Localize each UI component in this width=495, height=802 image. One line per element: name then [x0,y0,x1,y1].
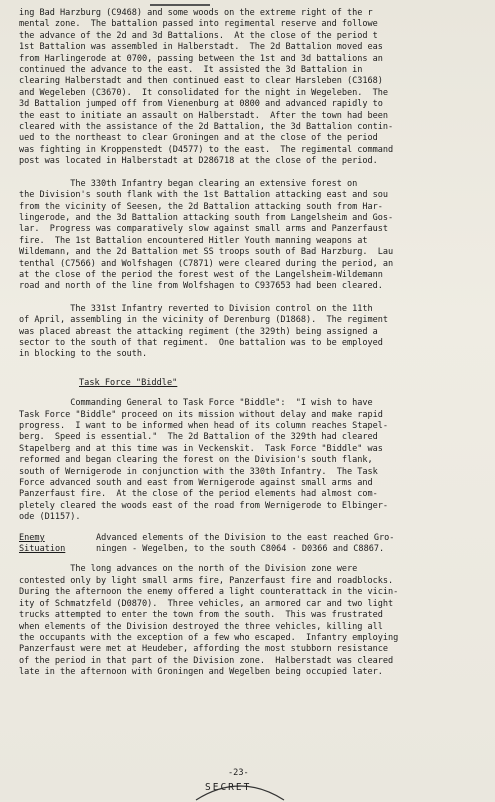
text-line: and Wegeleben (C3670). It consolidated for the night in Wegeleben. The [19,87,389,98]
page-number: -23- [228,768,249,778]
text-line: cleared with the assistance of the 2d Battalion, the 3d Battalion contin- [19,122,394,133]
text-line: 1st Battalion was assembled in Halberstadt. The 2d Battalion moved eas [19,42,383,53]
text-line: The 331st Infantry reverted to Division control on the 11th [19,303,373,314]
enemy-line-2: ningen - Wegelben, to the south C8064 - D0366 and C8867. [96,544,385,555]
text-line: was placed abreast the attacking regiment (the 329th) being assigned a [19,326,378,337]
paragraph-3 [19,304,483,361]
text-line: mental zone. The battalion passed into regimental reserve and followe [19,19,378,30]
text-line: of April, assembling in the vicinity of Derenburg (D1868). The regiment [19,315,389,326]
text-line: from Harlingerode at 0700, passing between the 1st and 3d battalions an [19,53,383,64]
paragraph-2 [19,179,483,293]
text-line: Wildemann, and the 2d Battalion met SS troops south of Bad Harzburg. Lau [19,247,394,258]
text-line: at the close of the period the forest west of the Langelsheim-Wildemann [19,269,383,280]
task-force-heading: Task Force "Biddle" [79,377,178,388]
text-line: sector to the south of that regiment. One battalion was to be employed [19,337,383,348]
text-line: clearing Halberstadt and then continued east to clear Harsleben (C3168) [19,76,383,87]
text-line: Panzerfaust fire. At the close of the period elements had almost com- [19,489,378,500]
text-line: Stapelberg and at this time was in Veckenskit. Task Force "Biddle" was [19,443,383,454]
text-line: the advance of the 2d and 3d Battalions. At the close of the period t [19,30,378,41]
text-line: pletely cleared the woods east of the road from Wernigerode to Elbinger- [19,500,389,511]
paragraph-5 [19,564,483,678]
text-line: 3d Battalion jumped off from Vienenburg at 0800 and advanced rapidly to [19,99,383,110]
text-line: the east to initiate an assault on Halberstadt. After the town had been [19,110,389,121]
text-line: was fighting in Kroppenstedt (D4577) to the east. The regimental command [19,144,394,155]
text-line: trucks attempted to enter the town from the south. This was frustrated [19,610,383,621]
text-line: Force advanced south and east from Wernigerode against small arms and [19,478,373,489]
enemy-situation-label [19,533,96,556]
text-line: continued the advance to the east. It assisted the 3d Battalion in [19,65,363,76]
text-line: lingerode, and the 3d Battalion attacking south from Langelsheim and Gos- [19,212,394,223]
text-line: road and north of the line from Wolfshagen to C937653 had been cleared. [19,281,383,292]
situation-label: Situation [19,544,66,555]
text-line: when elements of the Division destroyed the three vehicles, killing all [19,621,383,632]
text-line: lar. Progress was comparatively slow against small arms and Panzerfaust [19,224,389,235]
page-top-mark [150,0,210,6]
text-line: progress. I want to be informed when head of its column reaches Stapel- [19,421,389,431]
text-line: the Division's south flank with the 1st Battalion attacking east and sou [19,190,389,201]
text-line: fire. The 1st Battalion encountered Hitler Youth manning weapons at [19,235,368,246]
text-line: late in the afternoon with Groningen and Wegelben being occupied later. [19,667,383,678]
text-line: Panzerfaust were met at Heudeber, affording the most stubborn resistance [19,644,389,655]
enemy-line-1: Advanced elements of the Division to the east reached Gro- [96,532,395,543]
text-line: Task Force "Biddle" proceed on its mission without delay and make rapid [19,409,383,420]
text-line: During the afternoon the enemy offered a light counterattack in the vicin- [19,587,399,598]
text-line: of the period in that part of the Division zone. Halberstadt was cleared [19,655,394,666]
text-line: reformed and began clearing the forest on the Division's south flank, [19,455,373,466]
text-line: ode (D1157). [19,512,81,523]
text-line: post was located in Halberstadt at D286718 at the close of the period. [19,156,378,167]
classification-marking: SECRET [205,782,252,793]
text-line: ued to the northeast to clear Groningen and at the close of the period [19,133,378,144]
enemy-situation-text [96,533,394,556]
text-line: south of Wernigerode in conjunction with the 330th Infantry. The Task [19,466,378,477]
enemy-label: Enemy [19,532,45,543]
paragraph-4 [19,398,483,523]
text-line: The long advances on the north of the Division zone were [19,564,358,575]
paragraph-1 [19,8,483,168]
text-line: ity of Schmatzfeld (D0870). Three vehicles, an armored car and two light [19,598,394,609]
text-line: in blocking to the south. [19,349,148,360]
text-line: berg. Speed is essential." The 2d Battalion of the 329th had cleared [19,432,378,443]
text-line: The 330th Infantry began clearing an extensive forest on [19,178,358,189]
text-line: tenthal (C7566) and Wolfshagen (C7871) were cleared during the period, an [19,258,394,269]
text-line: ing Bad Harzburg (C9468) and some woods on the extreme right of the r [19,8,373,18]
enemy-situation-section [19,533,483,556]
text-line: the occupants with the exception of a few who escaped. Infantry employing [19,632,399,643]
text-line: from the vicinity of Seesen, the 2d Battalion attacking south from Har- [19,201,383,212]
text-line: contested only by light small arms fire, Panzerfaust fire and roadblocks. [19,575,394,586]
text-line: Commanding General to Task Force "Biddle": "I wish to have [19,398,373,409]
